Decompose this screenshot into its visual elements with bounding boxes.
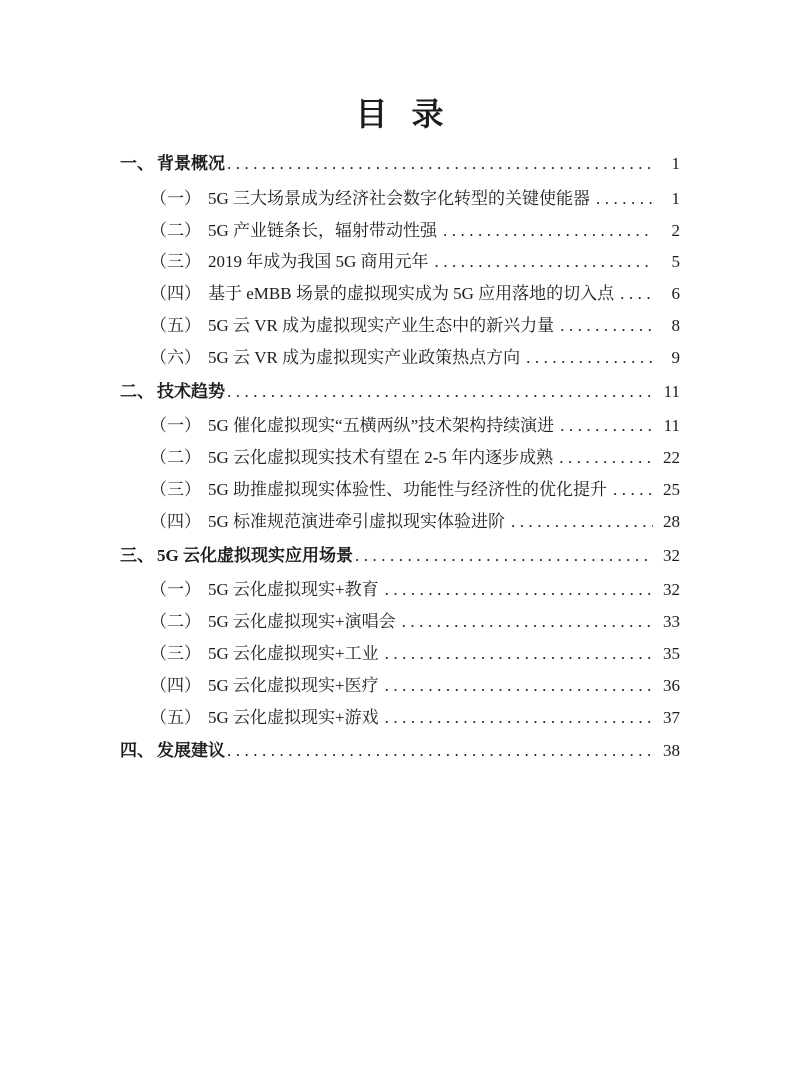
toc-dot-leader xyxy=(225,735,653,767)
toc-item-ordinal: （三） xyxy=(150,252,201,272)
toc-item-ordinal: （四） xyxy=(150,511,201,531)
toc-section-title: 技术趋势 xyxy=(157,381,225,401)
toc-dot-leader xyxy=(553,442,653,474)
toc-item-title: 5G 三大场景成为经济社会数字化转型的关键使能器 xyxy=(208,188,591,208)
toc-item-title: 5G 云化虚拟现实+工业 xyxy=(208,643,379,663)
toc-section-ordinal: 四、 xyxy=(120,741,154,761)
toc-page-number: 32 xyxy=(663,580,680,600)
toc-dot-leader xyxy=(379,702,653,734)
toc-item-row xyxy=(150,342,680,374)
toc-item-title: 5G 催化虚拟现实“五横两纵”技术架构持续演进 xyxy=(208,416,555,436)
toc-item-title: 5G 产业链条长，辐射带动性强 xyxy=(208,220,438,240)
table-of-contents xyxy=(120,148,680,767)
toc-dot-leader xyxy=(554,410,653,442)
toc-item-row xyxy=(150,246,680,278)
toc-section-ordinal: 一、 xyxy=(120,154,154,173)
toc-item-title: 基于 eMBB 场景的虚拟现实成为 5G 应用落地的切入点 xyxy=(208,284,615,304)
toc-page-number: 1 xyxy=(671,188,680,208)
toc-dot-leader xyxy=(225,148,653,180)
toc-dot-leader xyxy=(396,606,653,638)
toc-item-ordinal: （五） xyxy=(150,315,201,335)
toc-item-row xyxy=(150,702,680,734)
toc-item-ordinal: （二） xyxy=(150,448,201,468)
toc-item-title: 5G 云化虚拟现实+教育 xyxy=(208,580,379,600)
toc-section-row xyxy=(120,735,680,767)
toc-page-number: 9 xyxy=(671,347,680,367)
toc-section-row xyxy=(120,540,680,572)
toc-dot-leader xyxy=(437,215,653,247)
toc-section-ordinal: 二、 xyxy=(120,381,154,401)
toc-item-ordinal: （一） xyxy=(150,416,201,436)
toc-dot-leader xyxy=(554,310,653,342)
toc-page-number: 35 xyxy=(663,643,680,663)
toc-item-title: 5G 云化虚拟现实+医疗 xyxy=(208,675,379,695)
toc-item-row xyxy=(150,506,680,538)
toc-page-number: 5 xyxy=(671,252,680,272)
toc-page-number: 33 xyxy=(663,612,680,632)
toc-item-row xyxy=(150,410,680,442)
toc-page-number: 37 xyxy=(663,707,680,727)
toc-item-row xyxy=(150,638,680,670)
toc-item-ordinal: （六） xyxy=(150,347,201,367)
toc-item-row xyxy=(150,474,680,506)
toc-item-ordinal: （三） xyxy=(150,479,201,499)
toc-item-title: 5G 云化虚拟现实+演唱会 xyxy=(208,612,396,632)
toc-dot-leader xyxy=(429,246,653,278)
toc-page-number: 11 xyxy=(663,381,680,401)
toc-dot-leader xyxy=(520,342,653,374)
toc-page-number: 38 xyxy=(663,741,680,761)
toc-item-ordinal: （三） xyxy=(150,643,201,663)
toc-section-title: 发展建议 xyxy=(157,741,225,761)
toc-dot-leader xyxy=(353,540,653,572)
toc-item-ordinal: （一） xyxy=(150,188,201,208)
toc-item-row xyxy=(150,670,680,702)
toc-item-title: 2019 年成为我国 5G 商用元年 xyxy=(208,252,429,272)
toc-page-number: 22 xyxy=(663,448,680,468)
toc-page-number: 1 xyxy=(671,154,680,173)
toc-dot-leader xyxy=(505,506,653,538)
toc-dot-leader xyxy=(614,278,653,310)
toc-page-number: 2 xyxy=(671,220,680,240)
toc-item-row xyxy=(150,606,680,638)
toc-dot-leader xyxy=(225,376,653,408)
page-title: 目 录 xyxy=(355,96,445,132)
toc-section-row xyxy=(120,376,680,408)
toc-item-ordinal: （五） xyxy=(150,707,201,727)
toc-item-ordinal: （一） xyxy=(150,580,201,600)
toc-page-number: 36 xyxy=(663,675,680,695)
toc-item-row xyxy=(150,278,680,310)
toc-item-title: 5G 标准规范演进牵引虚拟现实体验进阶 xyxy=(208,511,506,531)
toc-item-title: 5G 助推虚拟现实体验性、功能性与经济性的优化提升 xyxy=(208,479,608,499)
toc-item-row xyxy=(150,574,680,606)
toc-page-number: 11 xyxy=(663,416,680,436)
toc-dot-leader xyxy=(379,670,653,702)
toc-page-number: 28 xyxy=(663,511,680,531)
toc-section-ordinal: 三、 xyxy=(120,545,154,565)
toc-item-row xyxy=(150,215,680,247)
toc-item-row xyxy=(150,310,680,342)
toc-section-title: 背景概况 xyxy=(157,154,225,173)
toc-item-title: 5G 云 VR 成为虚拟现实产业政策热点方向 xyxy=(208,347,521,367)
toc-item-row xyxy=(150,183,680,215)
toc-dot-leader xyxy=(607,474,653,506)
toc-item-ordinal: （四） xyxy=(150,675,201,695)
toc-dot-leader xyxy=(590,183,653,215)
toc-item-ordinal: （二） xyxy=(150,612,201,632)
toc-dot-leader xyxy=(379,638,653,670)
toc-section-row xyxy=(120,148,680,180)
toc-item-title: 5G 云 VR 成为虚拟现实产业生态中的新兴力量 xyxy=(208,315,555,335)
toc-item-ordinal: （二） xyxy=(150,220,201,240)
toc-item-title: 5G 云化虚拟现实+游戏 xyxy=(208,707,379,727)
toc-item-row xyxy=(150,442,680,474)
toc-page-number: 25 xyxy=(663,479,680,499)
toc-item-ordinal: （四） xyxy=(150,284,201,304)
toc-page-number: 32 xyxy=(663,545,680,565)
toc-page-number: 6 xyxy=(671,284,680,304)
toc-section-title: 5G 云化虚拟现实应用场景 xyxy=(157,545,353,565)
toc-item-title: 5G 云化虚拟现实技术有望在 2-5 年内逐步成熟 xyxy=(208,448,554,468)
toc-dot-leader xyxy=(379,574,653,606)
toc-page-number: 8 xyxy=(671,315,680,335)
